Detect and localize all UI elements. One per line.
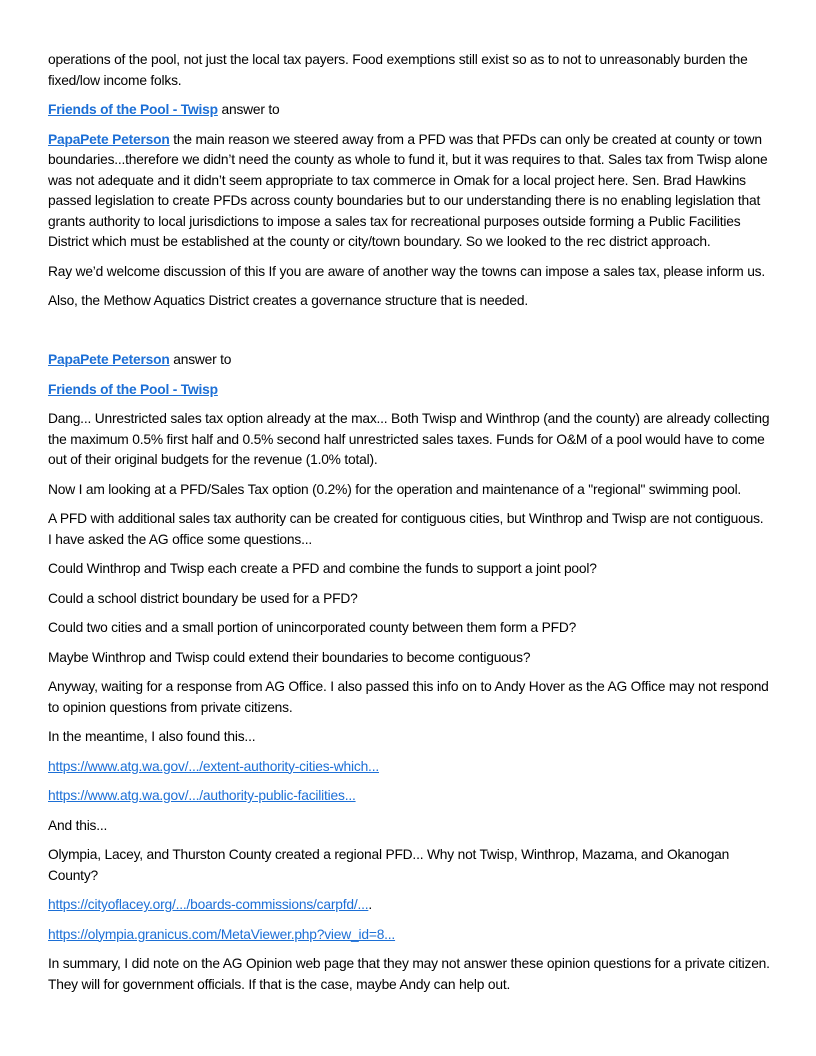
paragraph bbox=[48, 350, 770, 371]
profile-link[interactable]: PapaPete Peterson bbox=[48, 352, 170, 367]
paragraph bbox=[48, 380, 770, 401]
profile-link[interactable]: PapaPete Peterson bbox=[48, 131, 170, 147]
paragraph-text: Could Winthrop and Twisp each create a PFD and combine the funds to support a joint pool? bbox=[48, 561, 597, 576]
paragraph bbox=[48, 509, 770, 550]
paragraph-text: In summary, I did note on the AG Opinion web page that they may not answer these opinion questions for a private citizen. They will for government officials. If that is the case, maybe Andy can help out. bbox=[48, 956, 770, 992]
paragraph-text: answer to bbox=[169, 352, 232, 367]
paragraph-text: In the meantime, I also found this... bbox=[48, 729, 256, 744]
paragraph-spacer bbox=[48, 321, 770, 342]
paragraph bbox=[48, 618, 770, 639]
paragraph bbox=[48, 589, 770, 610]
url-link[interactable]: https://cityoflacey.org/.../boards-commissions/carpfd/... bbox=[48, 897, 369, 912]
paragraph-text: Could a school district boundary be used for a PFD? bbox=[48, 590, 358, 606]
paragraph bbox=[48, 100, 770, 121]
paragraph bbox=[48, 786, 770, 807]
url-link[interactable]: https://www.atg.wa.gov/.../authority-public-facilities... bbox=[48, 788, 356, 803]
paragraph-text: the main reason we steered away from a PFD was that PFDs can only be created at county or town boundaries...therefore we didn’t need the county as whole to fund it, but it was requires to that. Sales tax from Twisp alone was not adequate and it didn’t seem appropriate to tax commerce in Omak for a local project here. Sen. Brad Hawkins passed legislation to create PFDs across county boundaries but to our understanding there is no enabling legislation that grants authority to local jurisdictions to impose a sales tax for recreational purposes outside forming a Public Facilities District which must be established at the county or city/town boundary. So we looked to the rec district approach. bbox=[48, 131, 768, 249]
paragraph bbox=[48, 291, 770, 312]
paragraph bbox=[48, 727, 770, 748]
paragraph bbox=[48, 50, 770, 91]
paragraph-text: answer to bbox=[217, 102, 280, 117]
paragraph-text: operations of the pool, not just the local tax payers. Food exemptions still exist so as to not to unreasonably burden the fixed/low income folks. bbox=[48, 52, 748, 88]
profile-link[interactable]: Friends of the Pool - Twisp bbox=[48, 381, 218, 397]
paragraph bbox=[48, 954, 770, 995]
paragraph-text: . bbox=[368, 897, 372, 912]
paragraph-text: Now I am looking at a PFD/Sales Tax option (0.2%) for the operation and maintenance of a "regional" swimming pool. bbox=[48, 481, 742, 497]
paragraph-text: Ray we’d welcome discussion of this If you are aware of another way the towns can impose a sales tax, please inform us. bbox=[48, 263, 765, 279]
paragraph-text: A PFD with additional sales tax authority can be created for contiguous cities, but Winthrop and Twisp are not contiguous. I have asked the AG office some questions... bbox=[48, 511, 764, 547]
paragraph bbox=[48, 895, 770, 916]
paragraph bbox=[48, 757, 770, 778]
paragraph bbox=[48, 262, 770, 283]
paragraph-text: Also, the Methow Aquatics District creates a governance structure that is needed. bbox=[48, 293, 528, 308]
profile-link[interactable]: Friends of the Pool - Twisp bbox=[48, 102, 218, 117]
paragraph bbox=[48, 677, 770, 718]
paragraph bbox=[48, 845, 770, 886]
url-link[interactable]: https://www.atg.wa.gov/.../extent-authority-cities-which... bbox=[48, 758, 379, 774]
paragraph bbox=[48, 816, 770, 837]
discussion-thread bbox=[48, 50, 770, 995]
paragraph-text: Anyway, waiting for a response from AG Office. I also passed this info on to Andy Hover as the AG Office may not respond to opinion questions from private citizens. bbox=[48, 679, 769, 715]
paragraph bbox=[48, 559, 770, 580]
paragraph bbox=[48, 648, 770, 669]
paragraph bbox=[48, 130, 770, 253]
paragraph-text: Dang... Unrestricted sales tax option already at the max... Both Twisp and Winthrop (and the county) are already collecting the maximum 0.5% first half and 0.5% second half unrestricted sales taxes. Funds for O&M of a pool would have to come out of their original budgets for the revenue (1.0% total). bbox=[48, 411, 770, 467]
paragraph-text: And this... bbox=[48, 817, 108, 833]
paragraph bbox=[48, 409, 770, 471]
paragraph-text: Maybe Winthrop and Twisp could extend their boundaries to become contiguous? bbox=[48, 649, 531, 665]
paragraph-text: Olympia, Lacey, and Thurston County created a regional PFD... Why not Twisp, Winthrop, Mazama, and Okanogan County? bbox=[48, 847, 730, 883]
paragraph-text: Could two cities and a small portion of unincorporated county between them form a PFD? bbox=[48, 620, 577, 635]
url-link[interactable]: https://olympia.granicus.com/MetaViewer.php?view_id=8... bbox=[48, 926, 396, 942]
paragraph bbox=[48, 480, 770, 501]
paragraph bbox=[48, 925, 770, 946]
